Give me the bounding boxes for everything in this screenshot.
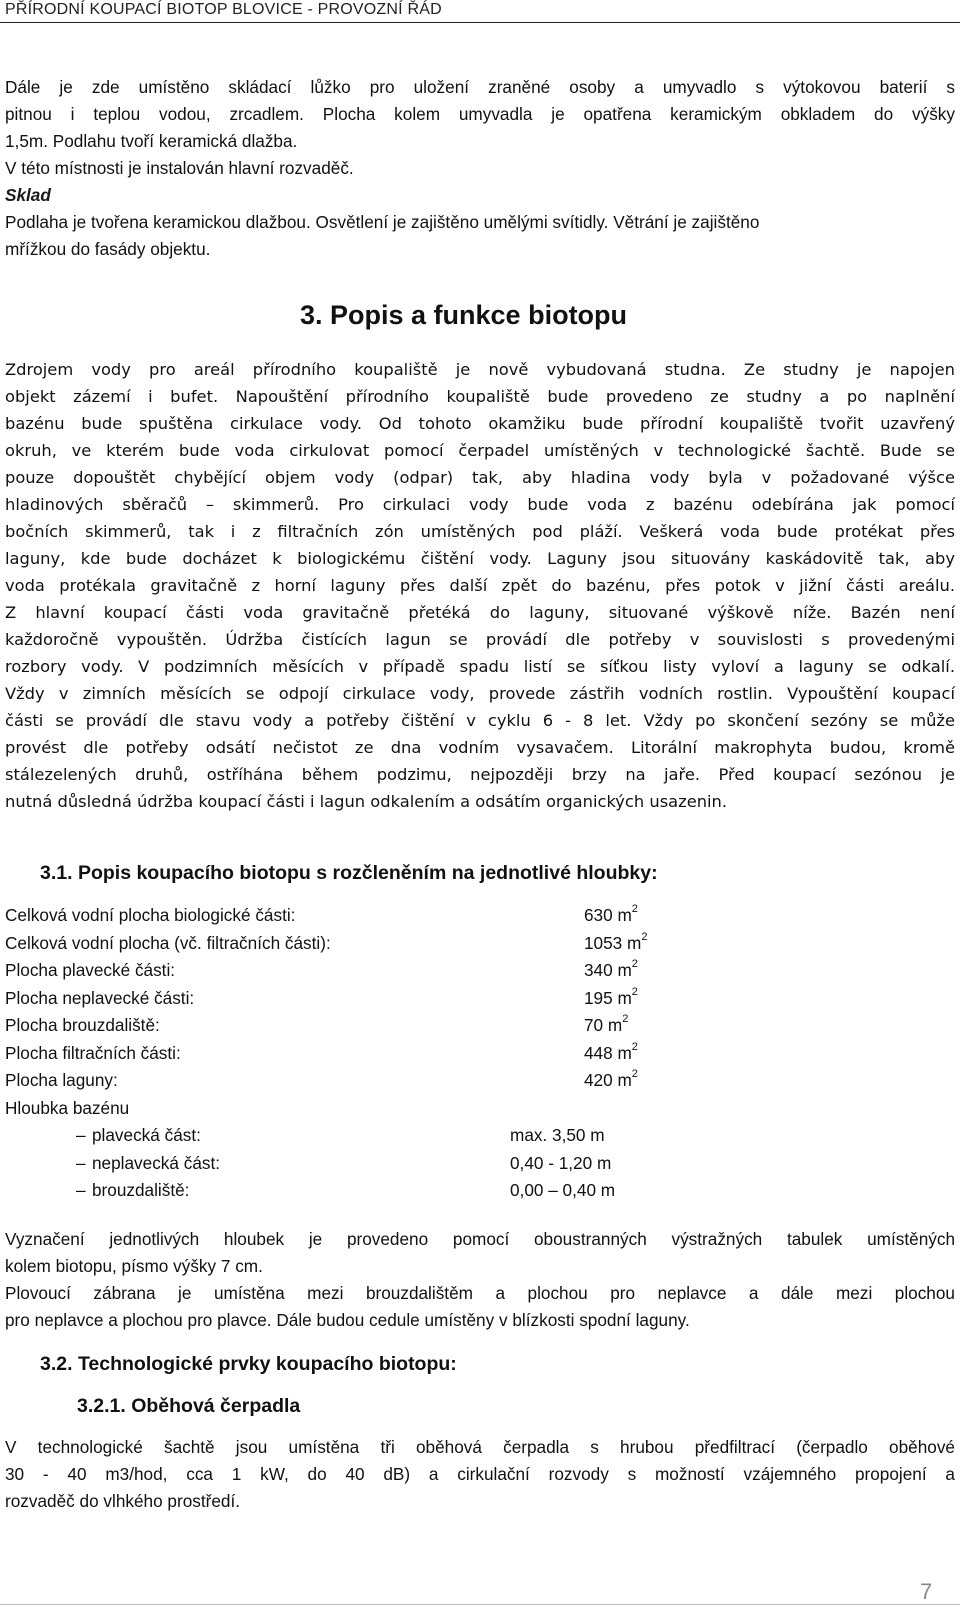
text-line: laguny, kde bude docházet k biologickému čištění vody. Laguny jsou situovány kaskádovitě tak, aby: [5, 549, 955, 568]
table-row: [5, 1040, 705, 1068]
depth-marking-paragraph: [5, 1226, 955, 1334]
area-value: 630 $m^2$: [584, 903, 638, 925]
text-line: pro neplavce a plochou pro plavce. Dále budou cedule umístěny v blízkosti spodní laguny.: [5, 1310, 690, 1330]
table-row: [5, 1012, 705, 1040]
text-line: Vždy v zimních měsících se odpojí cirkulace vody, provede zástřih vodních rostlin. Vypouštění koupací: [5, 684, 955, 703]
table-row: [5, 930, 705, 958]
table-row: [5, 1177, 705, 1205]
area-label: Plocha neplavecké části:: [5, 987, 195, 1008]
text-line: rozvaděč do vlhkého prostředí.: [5, 1491, 241, 1511]
text-line: 30 - 40 m3/hod, cca 1 kW, do 40 dB) a cirkulační rozvody s možností vzájemného propojení a: [5, 1464, 955, 1484]
intro-paragraph: [5, 74, 955, 263]
table-row: [5, 1150, 705, 1178]
depth-value: max. 3,50 m: [510, 1125, 605, 1145]
area-value: 195 $m^2$: [584, 985, 638, 1008]
depth-label: – neplavecká část:: [76, 1152, 221, 1173]
text-line: nutná důsledná údržba koupací části i lagun odkalením a odsátím organických usazenin.: [5, 792, 728, 811]
text-line: hladinových sběračů – skimmerů. Pro cirkulaci vody bude voda z bazénu odebírána jak pomocí: [5, 495, 955, 514]
depth-title: Hloubka bazénu: [5, 1097, 130, 1118]
document-title: PŘÍRODNÍ KOUPACÍ BIOTOP BLOVICE - PROVOZNÍ ŘÁD: [5, 1, 442, 18]
text-line: okruh, ve kterém bude voda cirkulovat pomocí čerpadel umístěných v technologické šachtě. Bude se: [5, 441, 955, 460]
sklad-title: Sklad: [5, 185, 51, 205]
depth-value: 0,00 – 0,40 m: [510, 1180, 616, 1200]
text-line: pouze dopouštět chybějící objem vody (odpar) tak, aby hladina vody byla v požadované výšce: [5, 468, 955, 487]
area-value: 70 $m^2$: [584, 1013, 629, 1035]
table-row: [5, 902, 705, 930]
area-label: Plocha filtračních části:: [5, 1042, 181, 1063]
text-line: každoročně vypouštěn. Údržba čistících lagun se provádí dle potřeby v souvislosti s provedenými: [5, 630, 955, 649]
text-line: pitnou i teplou vodou, zrcadlem. Plocha kolem umyvadla je opatřena keramickým obkladem do výšky: [5, 104, 955, 124]
table-row: [5, 985, 705, 1013]
section-3-body: [5, 356, 955, 815]
text-line: Zdrojem vody pro areál přírodního koupaliště je nově vybudovaná studna. Ze studny je napojen: [5, 360, 955, 379]
area-label: Celková vodní plocha (vč. filtračních části):: [5, 932, 331, 953]
text-line: rozbory vody. V podzimních měsících v případě spadu listí se síťkou listy vyloví a laguny se odkalí.: [5, 657, 955, 676]
header-divider: [0, 22, 960, 23]
text-line: V technologické šachtě jsou umístěna tři oběhová čerpadla s hrubou předfiltrací (čerpadlo oběhové: [5, 1437, 955, 1457]
area-label: Celková vodní plocha biologické části:: [5, 905, 296, 925]
page-number: 7: [920, 1579, 933, 1604]
area-value: 448 $m^2$: [584, 1040, 638, 1063]
section-3-2-1-heading: 3.2.1. Oběhová čerpadla: [77, 1395, 301, 1417]
text-line: Dále je zde umístěno skládací lůžko pro uložení zraněné osoby a umyvadlo s výtokovou baterií s: [5, 77, 955, 97]
text-line: V této místnosti je instalován hlavní rozvaděč.: [5, 158, 354, 178]
depth-value: 0,40 - 1,20 m: [510, 1152, 612, 1173]
section-3-2-heading: 3.2. Technologické prvky koupacího biotopu:: [40, 1353, 457, 1375]
text-line: bočních skimmerů, tak i z filtračních zón umístěných pod pláží. Veškerá voda bude protékat přes: [5, 522, 955, 541]
text-line: Z hlavní koupací části voda gravitačně přetéká do laguny, situované výškově níže. Bazén není: [5, 603, 955, 622]
section-3-1-heading: 3.1. Popis koupacího biotopu s rozčleněním na jednotlivé hloubky:: [40, 862, 658, 884]
text-line: objekt zázemí i bufet. Napouštění přírodního koupaliště bude provedeno ze studny a po naplnění: [5, 387, 955, 406]
text-line: voda protékala gravitačně z horní laguny přes další zpět do bazénu, přes potok v jižní části areálu.: [5, 576, 955, 595]
area-depth-table: [5, 902, 705, 1205]
table-row: [5, 1122, 705, 1150]
area-label: Plocha brouzdaliště:: [5, 1015, 160, 1035]
footer-divider: [0, 1604, 960, 1605]
text-line: kolem biotopu, písmo výšky 7 cm.: [5, 1256, 263, 1276]
area-value: 1053 $m^2$: [584, 930, 648, 953]
text-line: Podlaha je tvořena keramickou dlažbou. Osvětlení je zajištěno umělými svítidly. Větrání je zajištěno: [5, 212, 760, 232]
table-row: [5, 1095, 705, 1123]
text-line: provést dle potřeby odsátí nečistot ze dna vodním vysavačem. Litorální makrophyta budou, kromě: [5, 738, 955, 757]
text-line: bazénu bude spuštěna cirkulace vody. Od tohoto okamžiku bude přírodní koupaliště tvořit uzavřený: [5, 414, 955, 433]
table-row: [5, 957, 705, 985]
area-label: Plocha laguny:: [5, 1070, 118, 1090]
text-line: Plovoucí zábrana je umístěna mezi brouzdalištěm a plochou pro neplavce a dále mezi plochou: [5, 1283, 955, 1303]
area-value: 340 $m^2$: [584, 958, 638, 980]
area-value: 420 $m^2$: [584, 1068, 638, 1090]
depth-label: – plavecká část:: [76, 1125, 201, 1145]
table-row: [5, 1067, 705, 1095]
section-3-2-1-body: [5, 1434, 955, 1515]
text-line: 1,5m. Podlahu tvoří keramická dlažba.: [5, 131, 298, 151]
page-header: [0, 0, 960, 24]
section-3-heading: 3. Popis a funkce biotopu: [300, 300, 628, 330]
text-line: mřížkou do fasády objektu.: [5, 239, 211, 259]
text-line: stálezelených druhů, ostříhána během podzimu, nejpozději brzy na jaře. Před koupací sezónou je: [5, 765, 955, 784]
text-line: části se provádí dle stavu vody a potřeby čištění v cyklu 6 - 8 let. Vždy po skončení sezóny se může: [5, 711, 955, 730]
area-label: Plocha plavecké části:: [5, 960, 176, 980]
depth-label: – brouzdaliště:: [76, 1180, 190, 1200]
text-line: Vyznačení jednotlivých hloubek je provedeno pomocí oboustranných výstražných tabulek umístěných: [5, 1229, 955, 1249]
